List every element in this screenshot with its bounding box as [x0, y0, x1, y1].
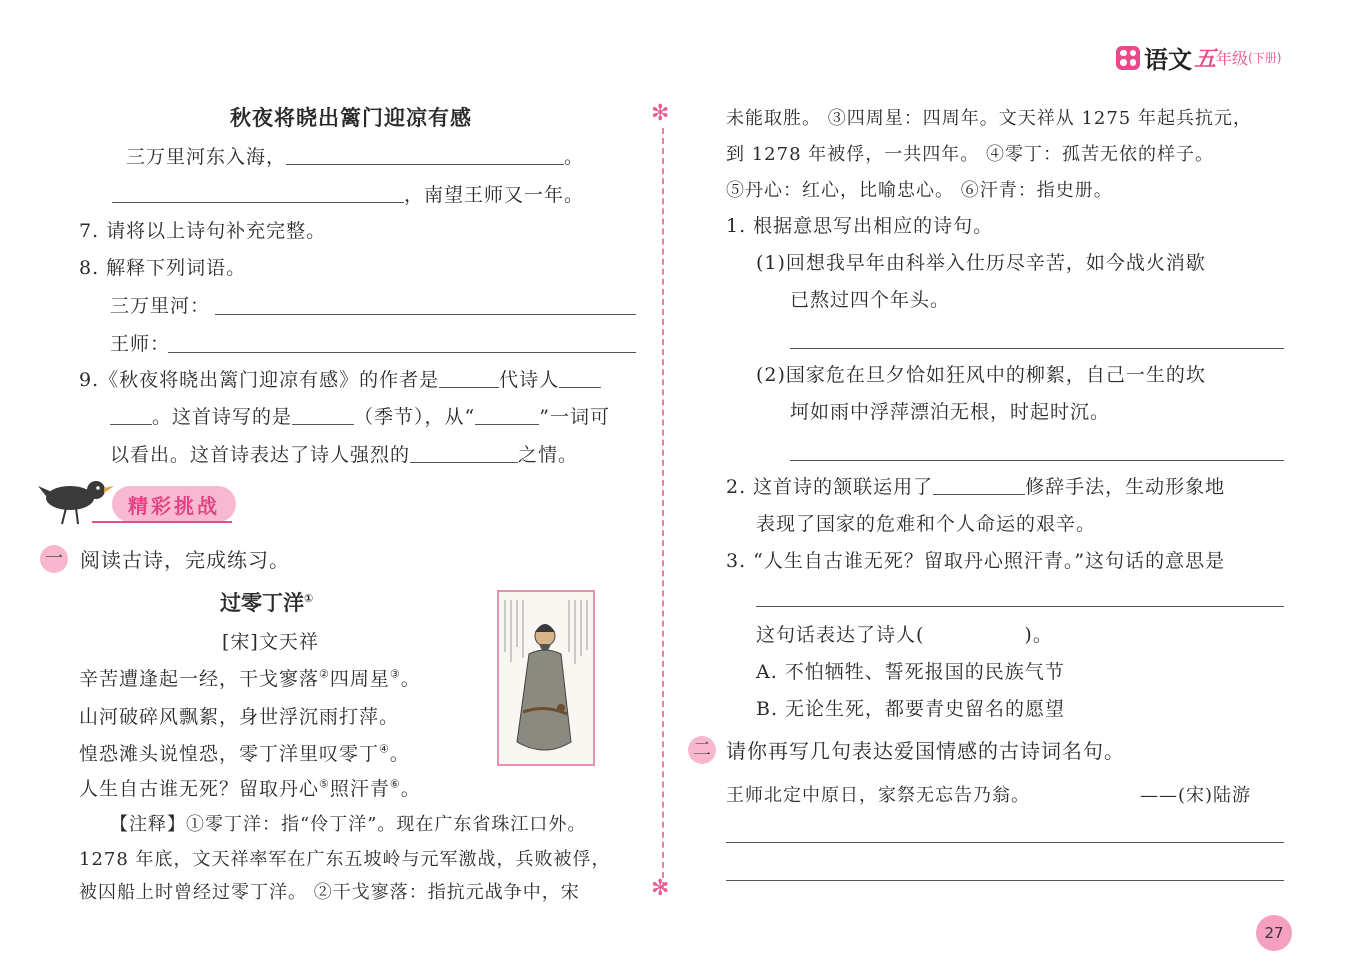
poem2-line1: 辛苦遭逢起一经，干戈寥落②四周星③。: [79, 667, 421, 690]
poem2-line3: 惶恐滩头说惶恐，零丁洋里叹零丁④。: [79, 742, 410, 765]
portrait-illustration: [499, 592, 593, 764]
blank-line[interactable]: [110, 406, 152, 425]
blank-line[interactable]: [559, 369, 601, 388]
example-verse: 王师北定中原日，家祭无忘告乃翁。: [726, 785, 1030, 806]
blank-line[interactable]: [292, 406, 354, 425]
section-title: 请你再写几句表达爱国情感的古诗词名句。: [726, 739, 1125, 763]
section-title: 阅读古诗，完成练习。: [80, 548, 290, 572]
section-1-heading: [40, 544, 290, 573]
blank-line[interactable]: [933, 476, 1025, 495]
subject-title: 语文: [1144, 46, 1192, 74]
q1-item1-line1: (1)回想我早年由科举入仕历尽辛苦，如今战火消歇: [756, 252, 1206, 274]
question-9-line2: 。这首诗写的是 （季节），从“ ”一词可: [110, 402, 610, 429]
question-2-line2: 表现了国家的危难和个人命运的艰辛。: [756, 513, 1097, 535]
poem1-line1: 三万里河东入海， 。: [126, 146, 585, 168]
poem1-line2: ，南望王师又一年。: [112, 180, 584, 207]
note-line4: 未能取胜。 ③四周星：四周年。文天祥从 1275 年起兵抗元，: [726, 108, 1252, 129]
example-author: ——(宋)陆游: [1140, 785, 1252, 806]
note-line2: 1278 年底，文天祥率军在广东五坡岭与元军激战，兵败被俘，: [79, 849, 611, 870]
poem2-line2: 山河破碎风飘絮，身世浮沉雨打萍。: [79, 706, 400, 728]
q1-item1-line2: 已熬过四个年头。: [790, 289, 951, 311]
flower-icon: ✻: [651, 101, 670, 126]
poem1-title: 秋夜将晓出篱门迎凉有感: [230, 106, 472, 130]
grade-label: 年级: [1216, 49, 1249, 68]
q8-term-b: 王师：: [110, 333, 171, 355]
note-line6: ⑤丹心：红心，比喻忠心。 ⑥汗青：指史册。: [726, 180, 1113, 201]
blank-line[interactable]: [475, 406, 539, 425]
question-9-line3: 以看出。这首诗表达了诗人强烈的 之情。: [110, 444, 579, 466]
note-line1: 【注释】①零丁洋：指“伶丁洋”。现在广东省珠江口外。: [110, 814, 587, 835]
blank-line[interactable]: [439, 369, 499, 388]
flower-icon: ✻: [651, 876, 670, 901]
question-3-prompt: 这句话表达了诗人( )。: [756, 624, 1053, 646]
question-9-line1: 9.《秋夜将晓出篱门迎凉有感》的作者是 代诗人: [79, 365, 601, 392]
banner-underline: [92, 521, 232, 523]
header-logo: [1116, 40, 1281, 75]
answer-line[interactable]: [756, 606, 1284, 607]
question-7: 7. 请将以上诗句补充完整。: [79, 220, 327, 242]
question-2-line1: 2. 这首诗的颔联运用了 修辞手法，生动形象地: [726, 476, 1226, 498]
challenge-banner: 精彩挑战: [112, 486, 236, 522]
poem2-author: [宋]文天祥: [222, 631, 319, 653]
page-number: 27: [1256, 915, 1292, 951]
question-1: 1. 根据意思写出相应的诗句。: [726, 215, 994, 237]
answer-line[interactable]: [168, 352, 636, 353]
note-line5: 到 1278 年被俘，一共四年。 ④零丁：孤苦无依的样子。: [726, 144, 1214, 165]
blank-line[interactable]: [286, 146, 564, 165]
question-8: 8. 解释下列词语。: [79, 257, 247, 279]
question-3: 3. “人生自古谁无死？留取丹心照汗青。”这句话的意思是: [726, 550, 1226, 572]
portrait-image: [497, 590, 595, 766]
answer-line[interactable]: [790, 460, 1284, 461]
page-divider: [662, 128, 664, 888]
blank-line[interactable]: [410, 444, 518, 463]
section-number: 一: [40, 545, 68, 573]
blank-line[interactable]: [112, 184, 404, 203]
note-line3: 被囚船上时曾经过零丁洋。 ②干戈寥落：指抗元战争中，宋: [79, 882, 580, 903]
volume-label: (下册): [1248, 51, 1282, 65]
answer-line[interactable]: [215, 314, 636, 315]
grade-number: 五: [1194, 46, 1217, 72]
answer-line[interactable]: [726, 842, 1284, 843]
dice-icon: [1116, 46, 1140, 70]
answer-line[interactable]: [726, 880, 1284, 881]
option-a[interactable]: A. 不怕牺牲、誓死报国的民族气节: [756, 661, 1065, 683]
q1-item2-line1: (2)国家危在旦夕恰如狂风中的柳絮，自己一生的坎: [756, 364, 1206, 386]
option-b[interactable]: B. 无论生死，都要青史留名的愿望: [756, 698, 1066, 720]
bird-icon: [38, 474, 114, 526]
q8-term-a: 三万里河：: [110, 295, 211, 317]
poem2-title: 过零丁洋①: [220, 591, 314, 615]
section-2-heading: [688, 735, 1125, 764]
answer-line[interactable]: [790, 348, 1284, 349]
section-number: 二: [688, 736, 716, 764]
q1-item2-line2: 坷如雨中浮萍漂泊无根，时起时沉。: [790, 401, 1111, 423]
poem2-line4: 人生自古谁无死？留取丹心⑤照汗青⑥。: [79, 777, 421, 800]
